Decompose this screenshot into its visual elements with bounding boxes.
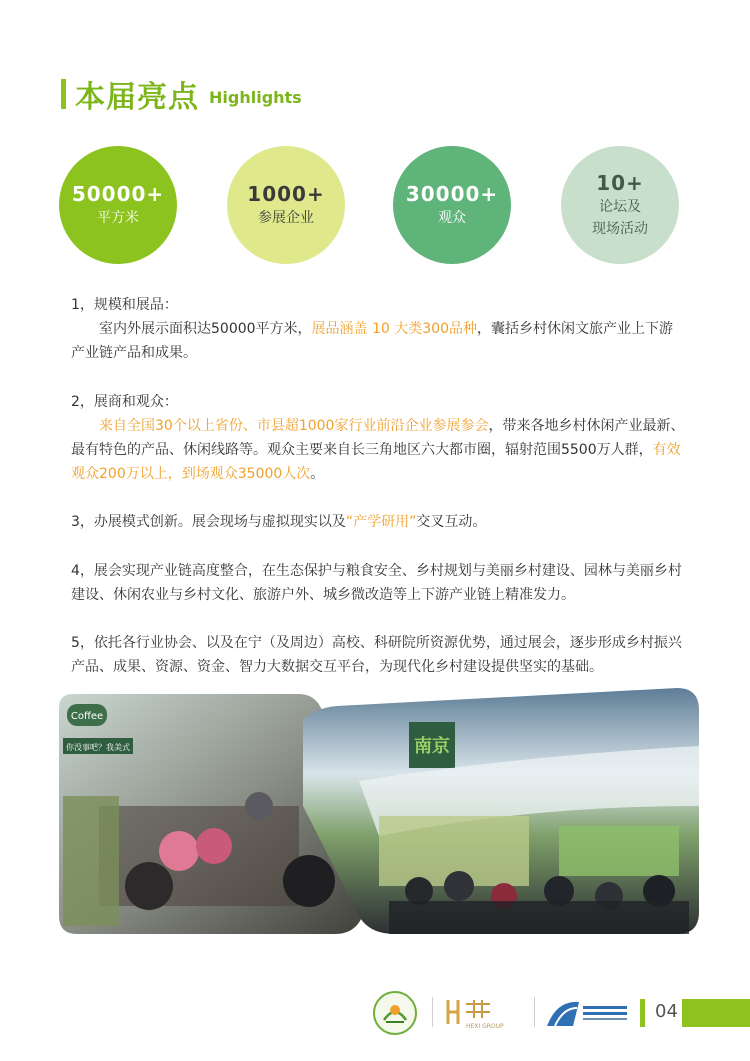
highlight-text: “产学研用” xyxy=(345,514,417,531)
section-integration xyxy=(71,559,685,607)
section-heading: 2，展商和观众： xyxy=(71,393,178,410)
stat-circle-exhibitors xyxy=(227,146,345,264)
stat-number: 50000+ xyxy=(71,182,165,206)
photo-right xyxy=(303,688,699,934)
stat-circle-area xyxy=(59,146,177,264)
stat-label: 平方米 xyxy=(97,210,139,226)
exhibition-photo-collage xyxy=(59,686,701,940)
stat-number: 10+ xyxy=(596,171,644,195)
section-text: 4，展会实现产业链高度整合，在生态保护与粮食安全、乡村规划与美丽乡村建设、园林与美丽乡村建设、休闲农业与乡村文化、旅游户外、城乡微改造等上下游产业链上精准发力。 xyxy=(71,562,682,603)
stat-number: 1000+ xyxy=(247,182,325,206)
expo-center-logo xyxy=(545,996,631,1030)
expo-logo xyxy=(372,990,418,1036)
page-title: 本届亮点 xyxy=(75,80,199,115)
venue-sign: 南京 xyxy=(414,736,450,757)
section-text: ，囊括乡村休闲文旅产业上下游产业链产品和成果。 xyxy=(71,321,673,362)
stat-label: 观众 xyxy=(438,210,466,226)
stat-circle-events xyxy=(561,146,679,264)
stat-label: 参展企业 xyxy=(258,210,314,226)
section-text: 室内外展示面积达50000平方米， xyxy=(99,321,312,338)
page-number: 04 xyxy=(655,1001,678,1022)
page-bar xyxy=(682,999,750,1027)
section-text: ，带来各地乡村休闲产业最新、最有特色的产品、休闲线路等。观众主要来自长三角地区六大都市圈，辐射范围5500万人群， xyxy=(71,417,685,459)
highlights-body xyxy=(71,293,685,703)
section-platform xyxy=(71,631,685,679)
hexi-group-logo xyxy=(444,994,524,1034)
section-heading: 1，规模和展品： xyxy=(71,297,178,313)
highlight-text: 展品涵盖 10 大类300品种 xyxy=(311,321,477,338)
section-text: 。 xyxy=(310,466,325,483)
menu-sign-label: 你没事吧？我美式 xyxy=(66,743,130,752)
hexi-group-text: HEXI GROUP xyxy=(466,1023,504,1030)
section-scale xyxy=(71,293,685,366)
section-text: 5，依托各行业协会、以及在宁（及周边）高校、科研院所资源优势，通过展会，逐步形成乡村振兴产品、成果、资源、资金、智力大数据交互平台，为现代化乡村建设提供坚实的基础。 xyxy=(71,635,682,676)
section-innovation xyxy=(71,510,685,534)
page-number-accent xyxy=(640,999,645,1027)
stat-number: 30000+ xyxy=(405,182,499,206)
title-accent-bar xyxy=(61,79,66,109)
footer-divider xyxy=(534,997,535,1027)
highlight-text: 来自全国30个以上省份、市县超1000家行业前沿企业参展参会 xyxy=(99,417,489,434)
section-text: 交叉互动。 xyxy=(416,514,487,531)
highlight-text: 有效观众200万以上，到场观众35000人次 xyxy=(71,442,681,483)
stat-circle-visitors xyxy=(393,146,511,264)
footer-divider xyxy=(432,997,433,1027)
stat-label-line2: 现场活动 xyxy=(592,221,648,237)
page-title-english: Highlights xyxy=(209,88,302,107)
section-text: 3，办展模式创新。展会现场与虚拟现实以及 xyxy=(71,514,346,531)
stat-label: 论坛及 xyxy=(599,199,641,215)
section-exhibitors xyxy=(71,390,685,487)
coffee-sign-label: Coffee xyxy=(70,711,104,722)
